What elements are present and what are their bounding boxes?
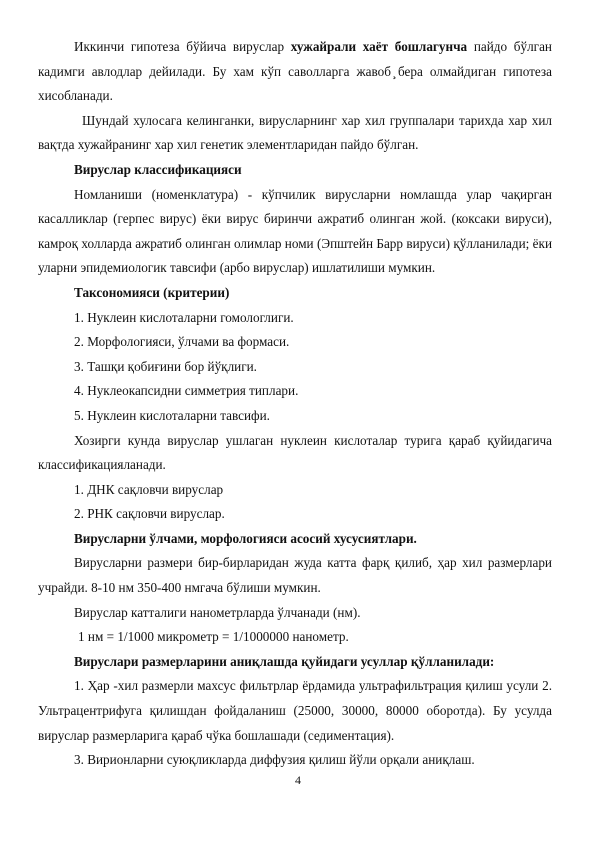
list-item: 1. Нуклеин кислоталарни гомологлиги. xyxy=(74,309,294,325)
criteria-list xyxy=(38,306,552,429)
list-item: 3. Ташқи қобиғини бор йўқлиги. xyxy=(74,358,257,374)
paragraph-sizes: Вирусларни размери бир-бирларидан жуда катта фарқ қилиб, ҳар хил размерлари учрайди. 8-10 нм 350-400 нмгача бўлиши мумкин. xyxy=(38,555,552,596)
paragraph-text: пайдо бўлган кадимги авлодлар дейилади. Бу хам кўп саволларга жавоб ̧бера олмайдиган гипотеза хисобланади. xyxy=(38,39,552,104)
paragraph-hypothesis-2 xyxy=(38,35,552,109)
page-number: 4 xyxy=(295,773,301,787)
paragraph-conclusion: Шундай хулосага келинганки, вирусларнинг хар хил группалари тарихда хар хил вақтда хужайранинг хар хил генетик элементларидан пайдо бўлган. xyxy=(38,112,552,153)
heading-classification: Вируслар классификацияси xyxy=(74,161,242,177)
list-item: 2. Морфологияси, ўлчами ва формаси. xyxy=(74,334,290,350)
paragraph-text: Иккинчи гипотеза бўйича вируслар xyxy=(74,39,291,54)
list-item: 4. Нуклеокапсидни симметрия типлари. xyxy=(74,383,299,399)
heading-methods: Вируслари размерларини аниқлашда қуйидаги усуллар қўлланилади: xyxy=(74,653,495,669)
paragraph-current-classification: Хозирги кунда вируслар ушлаган нуклеин кислоталар турига қараб қуйидагича классификацияланади. xyxy=(38,432,552,473)
paragraph-diffusion: 3. Вирионларни суюқликларда диффузия қилиш йўли орқали аниқлаш. xyxy=(74,752,475,768)
list-item: 5. Нуклеин кислоталарни тавсифи. xyxy=(74,407,270,423)
heading-size-morphology: Вирусларни ўлчами, морфологияси асосий хусусиятлари. xyxy=(74,530,417,546)
heading-taxonomy: Таксономияси (критерии) xyxy=(74,284,230,300)
list-item: 2. РНК сақловчи вируслар. xyxy=(74,506,225,522)
classes-list xyxy=(38,478,552,527)
paragraph-methods: 1. Ҳар -хил размерли махсус фильтрлар ёрдамида ультрафильтрация қилиш усули 2. Ультрацентрифуга қилишдан фойдаланиш (25000, 30000, 80000 оборотда). Бу усулда вируслар размерларига қараб чўка бошлашади (седиментация). xyxy=(38,678,552,743)
paragraph-conversion: 1 нм = 1/1000 микрометр = 1/1000000 нанометр. xyxy=(78,629,349,645)
bold-phrase: хужайрали хаёт бошлагунча xyxy=(290,39,468,54)
paragraph-units: Вируслар катталиги нанометрларда ўлчанади (нм). xyxy=(74,604,361,620)
paragraph-nomenclature: Номланиши (номенклатура) - кўпчилик вирусларни номлашда улар чақирган касалликлар (герпес вирус) ёки вирус биринчи ажратиб олинган жой. (коксаки вируси), камроқ холларда ажратиб олинган олимлар номи (Эпштейн Барр вируси) қўлланилади; ёки уларни эпидемиологик тавсифи (арбо вируслар) ишлатилиши мумкин. xyxy=(38,186,552,276)
list-item: 1. ДНК сақловчи вируслар xyxy=(74,481,224,497)
